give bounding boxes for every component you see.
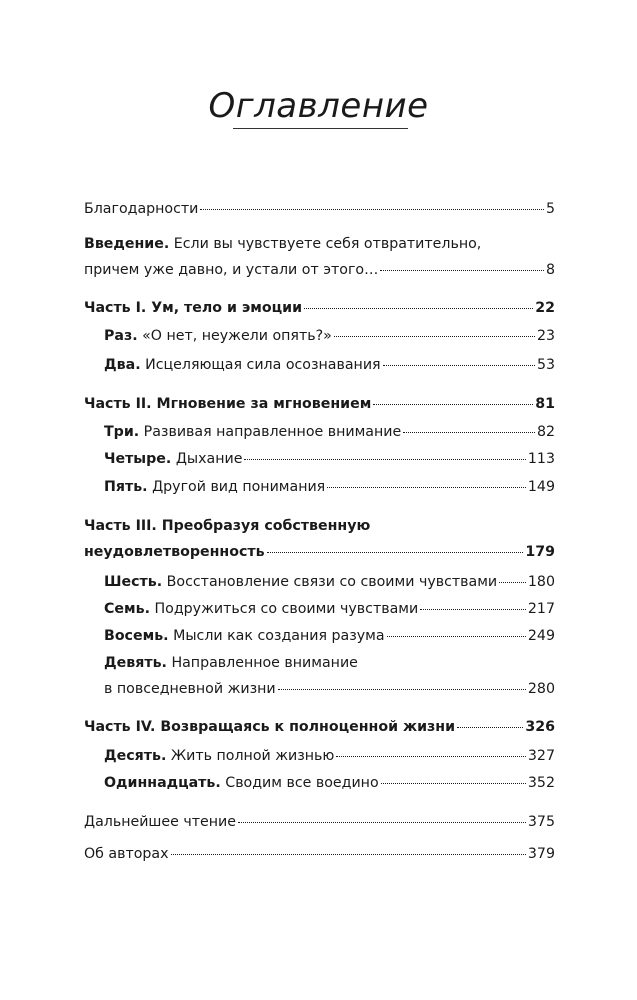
page-number: 81 (535, 396, 555, 412)
page-number: 53 (536, 357, 555, 373)
page-title: Оглавление (208, 86, 429, 126)
page-number: 5 (545, 201, 555, 217)
entry-title: Часть II. Мгновение за мгновением (84, 396, 372, 412)
dot-leader (304, 308, 533, 309)
entry-title-line2: неудовлетворенность (84, 544, 265, 560)
entry-title: Развивая направленное внимание (139, 424, 402, 440)
entry-lead: Два. (104, 357, 141, 373)
entry-lead: Введение. (84, 236, 170, 252)
toc-entry-chapter-1[interactable] (84, 323, 555, 349)
toc-entry-part-3[interactable] (84, 513, 555, 565)
page-number: 149 (527, 479, 555, 495)
dot-leader (200, 209, 544, 210)
toc-entry-chapter-2[interactable] (84, 352, 555, 378)
toc-entry-chapter-8[interactable] (84, 623, 555, 649)
dot-leader (327, 487, 526, 488)
entry-title: Исцеляющая сила осознавания (140, 357, 381, 373)
entry-title: Об авторах (84, 846, 169, 862)
dot-leader (336, 756, 526, 757)
entry-title: Дальнейшее чтение (84, 814, 236, 830)
page-number: 180 (527, 574, 555, 590)
entry-title: Мысли как создания разума (168, 628, 385, 644)
dot-leader (334, 336, 535, 337)
dot-leader (420, 609, 526, 610)
dot-leader (373, 404, 533, 405)
page-number: 113 (527, 451, 555, 467)
entry-lead: Пять. (104, 479, 148, 495)
page-number: 82 (536, 424, 555, 440)
toc-entry-chapter-9[interactable] (84, 650, 555, 702)
entry-title: Восстановление связи со своими чувствами (162, 574, 498, 590)
page-number: 326 (525, 719, 555, 735)
entry-lead: Десять. (104, 748, 167, 764)
toc-entry-chapter-7[interactable] (84, 596, 555, 622)
dot-leader (244, 459, 525, 460)
dot-leader (278, 689, 526, 690)
toc-entry-acknowledgements[interactable] (84, 196, 555, 222)
entry-lead: Три. (104, 424, 140, 440)
entry-lead: Семь. (104, 601, 150, 617)
dot-leader (238, 822, 526, 823)
page-number: 379 (527, 846, 555, 862)
entry-title: Благодарности (84, 201, 199, 217)
dot-leader (267, 552, 524, 553)
dot-leader (171, 854, 526, 855)
page-number: 352 (527, 775, 555, 791)
page-number: 217 (527, 601, 555, 617)
entry-title-line2: в повседневной жизни (104, 681, 276, 697)
dot-leader (381, 783, 526, 784)
page-number: 23 (536, 328, 555, 344)
toc-entry-chapter-6[interactable] (84, 569, 555, 595)
entry-title: Дыхание (171, 451, 243, 467)
entry-title: «О нет, неужели опять?» (137, 328, 332, 344)
entry-title: Жить полной жизнью (166, 748, 335, 764)
title-wrap (0, 86, 637, 128)
dot-leader (383, 365, 535, 366)
entry-title-line1: Направленное внимание (166, 655, 358, 671)
table-of-contents (84, 196, 555, 867)
page-number: 179 (525, 544, 555, 560)
entry-title: Часть I. Ум, тело и эмоции (84, 300, 303, 316)
toc-entry-part-1[interactable] (84, 295, 555, 321)
entry-title-line2: причем уже давно, и устали от этого… (84, 262, 379, 278)
toc-entry-chapter-11[interactable] (84, 770, 555, 796)
entry-title: Сводим все воедино (220, 775, 379, 791)
entry-lead: Раз. (104, 328, 138, 344)
entry-title-line1: Если вы чувствуете себя отвратительно, (169, 236, 482, 252)
page-number: 8 (545, 262, 555, 278)
dot-leader (499, 582, 526, 583)
toc-entry-chapter-5[interactable] (84, 474, 555, 500)
dot-leader (380, 270, 544, 271)
page-number: 327 (527, 748, 555, 764)
toc-entry-chapter-3[interactable] (84, 419, 555, 445)
toc-entry-chapter-4[interactable] (84, 446, 555, 472)
page-number: 249 (527, 628, 555, 644)
entry-title: Другой вид понимания (147, 479, 326, 495)
entry-lead: Девять. (104, 655, 167, 671)
entry-lead: Восемь. (104, 628, 169, 644)
dot-leader (403, 432, 535, 433)
entry-title: Часть IV. Возвращаясь к полноценной жизни (84, 719, 456, 735)
title-underline (233, 128, 408, 129)
page-number: 375 (527, 814, 555, 830)
toc-entry-intro[interactable] (84, 231, 555, 283)
entry-lead: Шесть. (104, 574, 163, 590)
entry-title-line1: Часть III. Преобразуя собственную (84, 518, 371, 534)
page-number: 280 (527, 681, 555, 697)
dot-leader (387, 636, 526, 637)
toc-entry-about-authors[interactable] (84, 841, 555, 867)
entry-lead: Одиннадцать. (104, 775, 221, 791)
entry-lead: Четыре. (104, 451, 172, 467)
toc-entry-part-2[interactable] (84, 391, 555, 417)
toc-entry-chapter-10[interactable] (84, 743, 555, 769)
entry-title: Подружиться со своими чувствами (150, 601, 419, 617)
toc-entry-further-reading[interactable] (84, 809, 555, 835)
page-number: 22 (535, 300, 555, 316)
toc-entry-part-4[interactable] (84, 714, 555, 740)
dot-leader (457, 727, 523, 728)
